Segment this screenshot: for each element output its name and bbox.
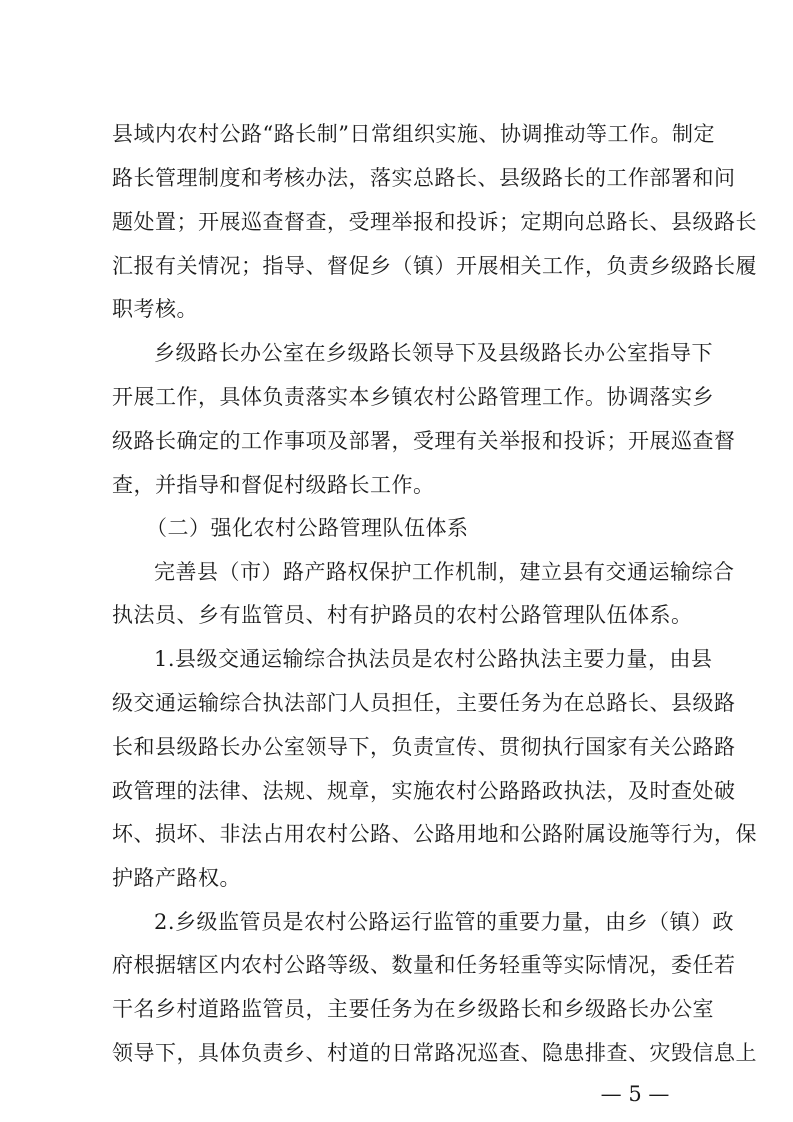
paragraph-first-line: 乡级路长办公室在乡级路长领导下及县级路长办公室指导下 <box>154 341 713 365</box>
paragraph-first-line: 1.县级交通运输综合执法员是农村公路执法主要力量，由县 <box>154 647 713 671</box>
body-text-line: 长和县级路长办公室领导下，负责宣传、贯彻执行国家有关公路路 <box>112 735 736 759</box>
body-text-line: 执法员、乡有监管员、村有护路员的农村公路管理队伍体系。 <box>112 603 693 627</box>
body-text-line: 职考核。 <box>112 297 198 321</box>
body-text-line: 政管理的法律、法规、规章，实施农村公路路政执法，及时查处破 <box>112 779 736 803</box>
body-text-line: 题处置；开展巡查督查，受理举报和投诉；定期向总路长、县级路长 <box>112 210 757 234</box>
page-number: — 5 — <box>600 1082 670 1106</box>
body-text-line: 府根据辖区内农村公路等级、数量和任务轻重等实际情况，委任若 <box>112 953 736 977</box>
body-text-line: 级交通运输综合执法部门人员担任，主要任务为在总路长、县级路 <box>112 691 736 715</box>
body-text-line: 级路长确定的工作事项及部署，受理有关举报和投诉；开展巡查督 <box>112 429 736 453</box>
body-text-line: 干名乡村道路监管员，主要任务为在乡级路长和乡级路长办公室 <box>112 997 714 1021</box>
body-text-line: 查，并指导和督促村级路长工作。 <box>112 473 435 497</box>
body-text-line: 县域内农村公路“路长制”日常组织实施、协调推动等工作。制定 <box>112 122 715 146</box>
paragraph-first-line: 2.乡级监管员是农村公路运行监管的重要力量，由乡（镇）政 <box>154 910 735 934</box>
section-heading: （二）强化农村公路管理队伍体系 <box>146 516 469 540</box>
body-text-line: 汇报有关情况；指导、督促乡（镇）开展相关工作，负责乡级路长履 <box>112 254 757 278</box>
body-text-line: 坏、损坏、非法占用农村公路、公路用地和公路附属设施等行为，保 <box>112 822 757 846</box>
body-text-line: 领导下，具体负责乡、村道的日常路况巡查、隐患排查、灾毁信息上 <box>112 1041 757 1065</box>
body-text-line: 路长管理制度和考核办法，落实总路长、县级路长的工作部署和问 <box>112 166 736 190</box>
paragraph-first-line: 完善县（市）路产路权保护工作机制，建立县有交通运输综合 <box>154 560 735 584</box>
body-text-line: 护路产路权。 <box>112 866 241 890</box>
body-text-line: 开展工作，具体负责落实本乡镇农村公路管理工作。协调落实乡 <box>112 385 714 409</box>
